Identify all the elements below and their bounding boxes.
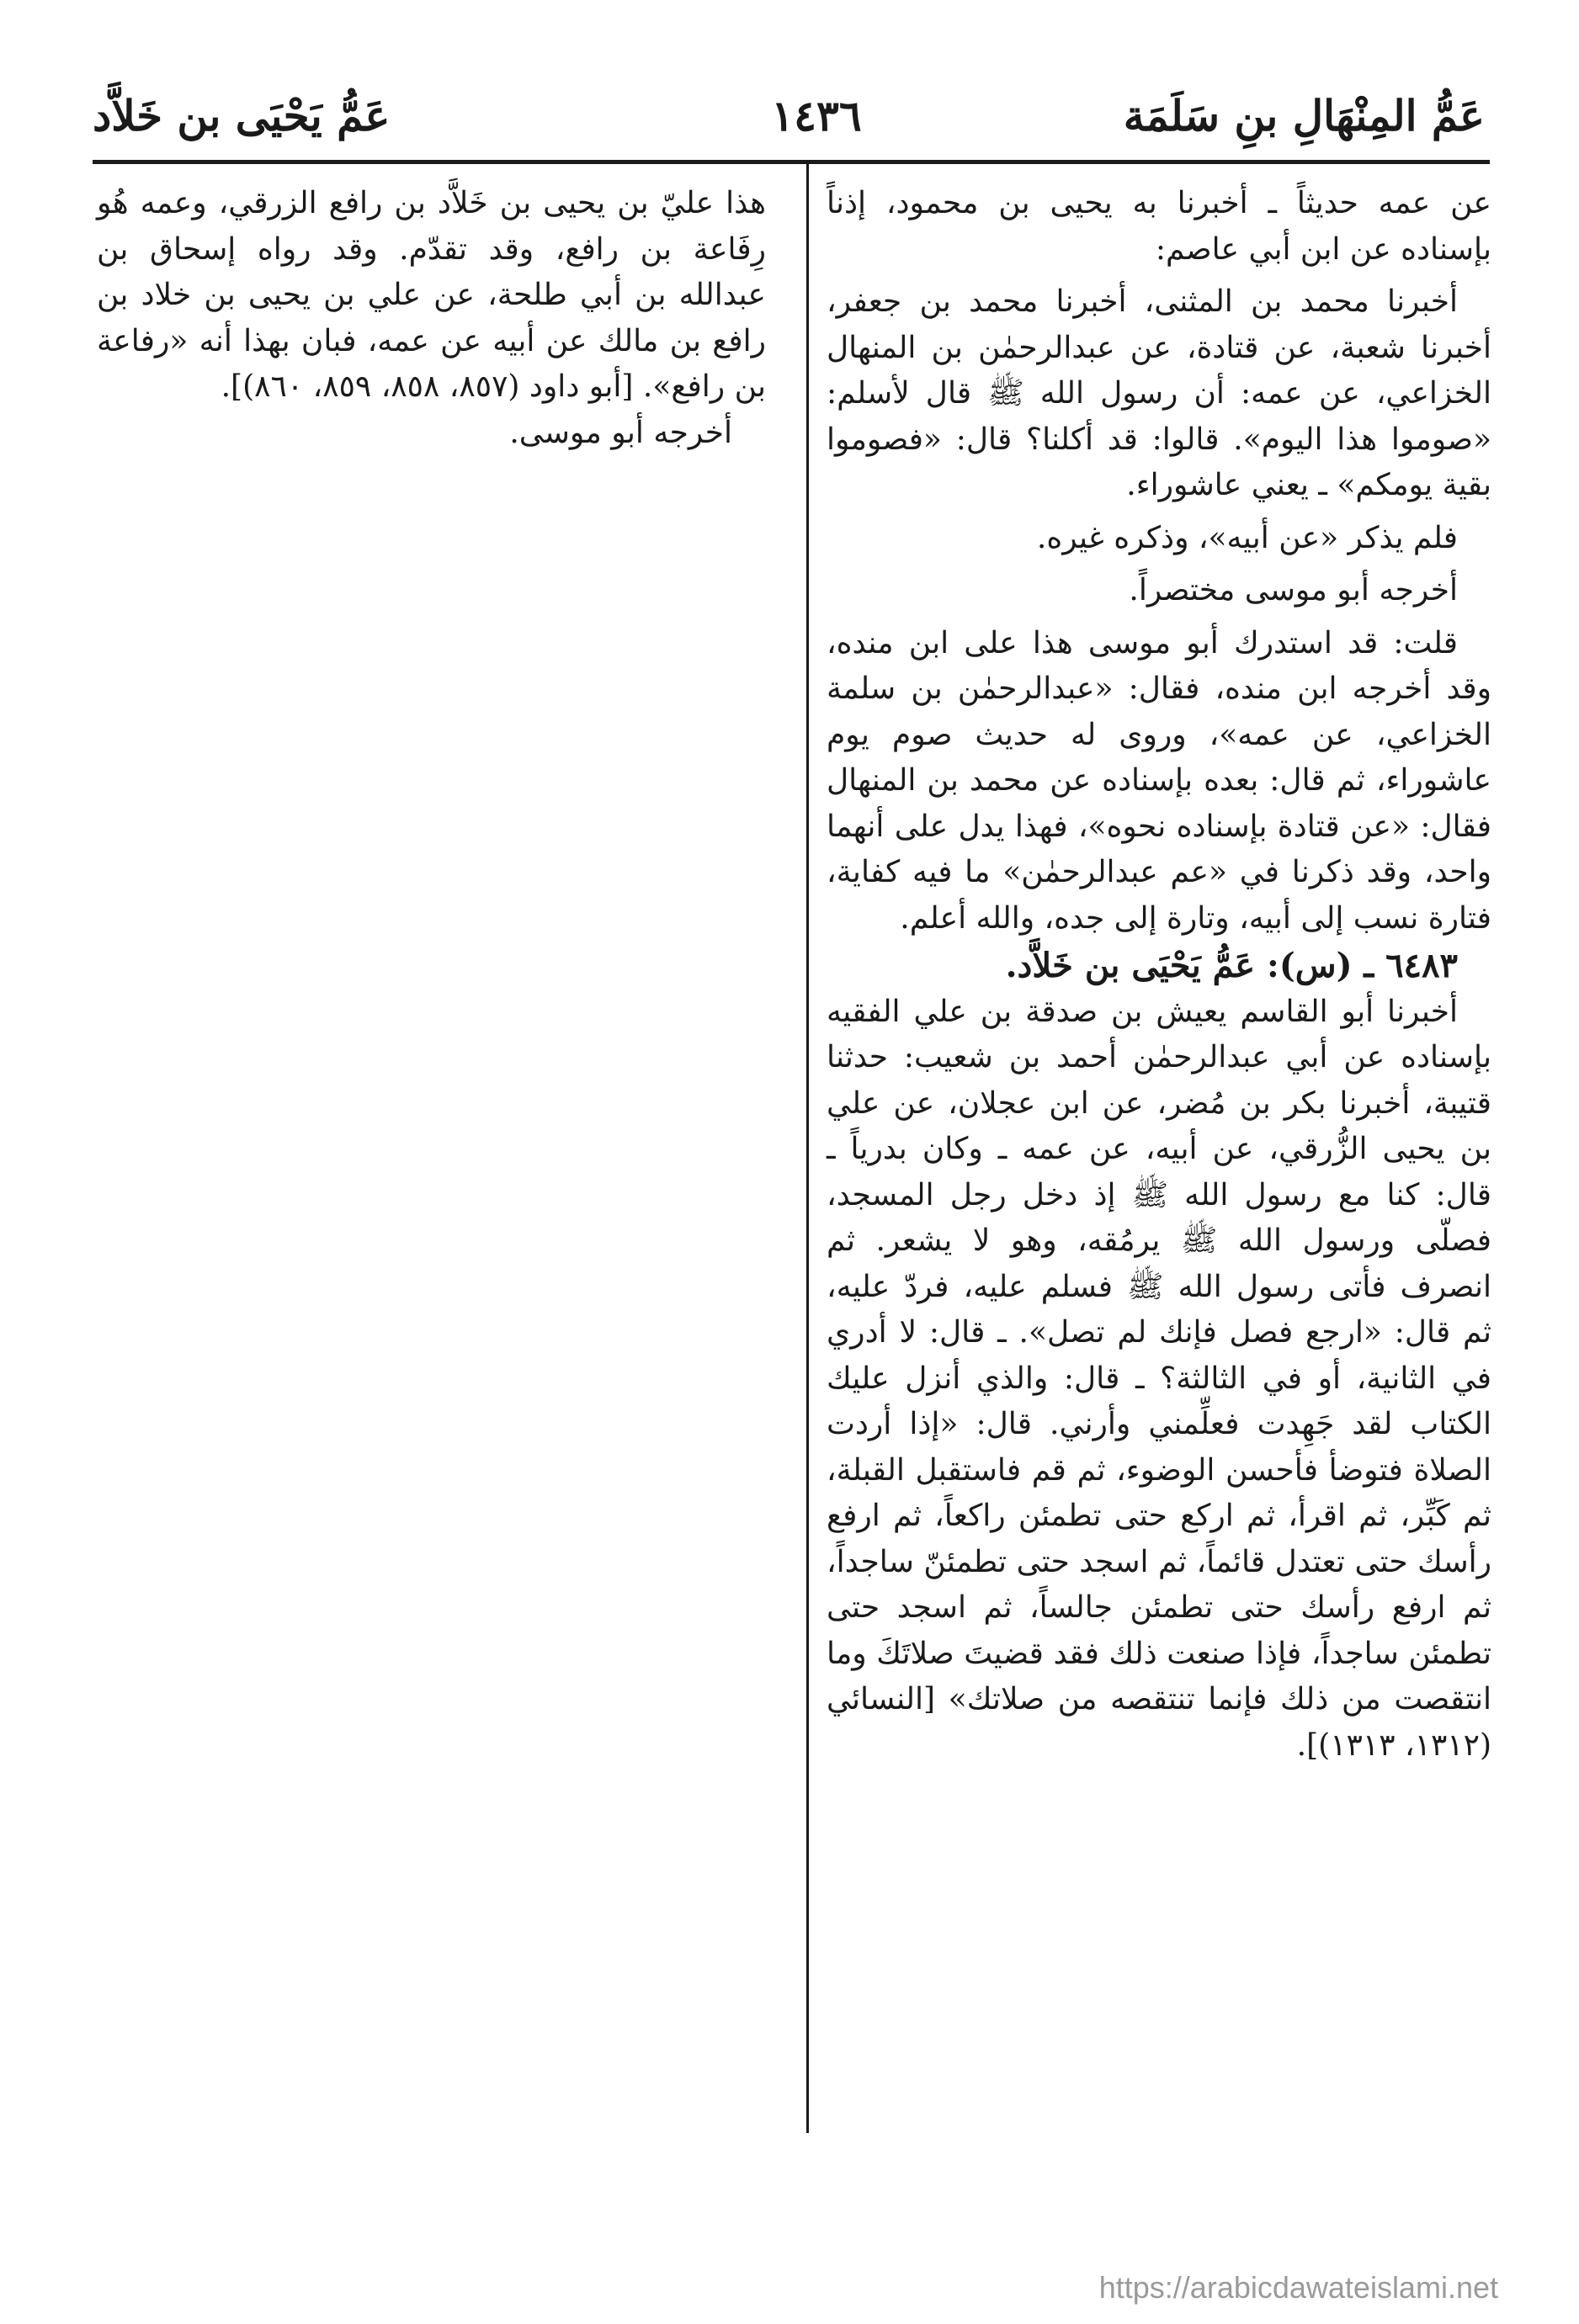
column-divider xyxy=(806,164,809,2133)
paragraph: أخبرنا محمد بن المثنى، أخبرنا محمد بن جعفر، أخبرنا شعبة، عن قتادة، عن عبدالرحمٰن بن المنهال الخزاعي، عن عمه: أن رسول الله ﷺ قال لأسلم: «صوموا هذا اليوم». قالوا: قد أكلنا؟ قال: «فصوموا بقية يومكم» ـ يعني عاشوراء. xyxy=(827,284,1491,502)
paragraph: عن عمه حديثاً ـ أخبرنا به يحيى بن محمود، إذناً بإسناده عن ابن أبي عاصم: xyxy=(827,186,1491,267)
paragraph: قلت: قد استدرك أبو موسى هذا على ابن منده، وقد أخرجه ابن منده، فقال: «عبدالرحمٰن بن سلمة الخزاعي، عن عمه»، وروى له حديث صوم يوم عاشوراء، ثم قال: بعده بإسناده عن محمد بن المنهال فقال: «عن قتادة بإسناده نحوه»، فهذا يدل على أنهما واحد، وقد ذكرنا في «عم عبدالرحمٰن» ما فيه كفاية، فتارة نسب إلى أبيه، وتارة إلى جده، والله أعلم. xyxy=(827,625,1491,936)
page-number: ١٤٣٦ xyxy=(771,91,862,141)
right-text-column xyxy=(827,181,1491,1769)
paragraph: أخرجه أبو موسى. xyxy=(509,415,732,450)
paragraph: أخرجه أبو موسى مختصراً. xyxy=(1129,573,1458,608)
paragraph: فلم يذكر «عن أبيه»، وذكره غيره. xyxy=(1036,520,1458,555)
running-header-right: عَمُّ المِنْهَالِ بنِ سَلَمَة xyxy=(1123,91,1485,141)
paragraph: أخبرنا أبو القاسم يعيش بن صدقة بن علي الفقيه بإسناده عن أبي عبدالرحمٰن أحمد بن شعيب: حدثنا قتيبة، أخبرنا بكر بن مُضر، عن ابن عجلان، عن علي بن يحيى الزُّرقي، عن أبيه، عن عمه ـ وكان بدرياً ـ قال: كنا مع رسول الله ﷺ إذ دخل رجل المسجد، فصلّى ورسول الله ﷺ يرمُقه، وهو لا يشعر. ثم انصرف فأتى رسول الله ﷺ فسلم عليه، فردّ عليه، ثم قال: «ارجع فصل فإنك لم تصل». ـ قال: لا أدري في الثانية، أو في الثالثة؟ ـ قال: والذي أنزل عليك الكتاب لقد جَهِدت فعلِّمني وأرني. قال: «إذا أردت الصلاة فتوضأ فأحسن الوضوء، ثم قم فاستقبل القبلة، ثم كَبِّر، ثم اقرأ، ثم اركع حتى تطمئن راكعاً، ثم ارفع رأسك حتى تعتدل قائماً، ثم اسجد حتى تطمئنّ ساجداً، ثم ارفع رأسك حتى تطمئن جالساً، ثم اسجد حتى تطمئن ساجداً، فإذا صنعت ذلك فقد قضيتَ صلاتَكَ وما انتقصت من ذلك فإنما تنتقصه من صلاتك» [النسائي (١٣١٢، ١٣١٣)]. xyxy=(827,994,1491,1763)
left-text-column xyxy=(97,181,766,456)
running-header-left: عَمُّ يَحْيَى بن خَلاَّد xyxy=(93,91,391,141)
entry-heading: ٦٤٨٣ ـ (س): عَمُّ يَحْيَى بن خَلاَّد. xyxy=(1005,946,1458,985)
watermark-url: https://arabicdawateislami.net xyxy=(1098,2270,1498,2305)
paragraph: هذا عليّ بن يحيى بن خَلاَّد بن رافع الزرقي، وعمه هُو رِفَاعة بن رافع، وقد تقدّم. وقد رواه إسحاق بن عبدالله بن أبي طلحة، عن علي بن يحيى بن خلاد بن رافع بن مالك عن أبيه عن عمه، فبان بهذا أنه «رفاعة بن رافع». [أبو داود (٨٥٧، ٨٥٨، ٨٥٩، ٨٦٠)]. xyxy=(97,186,766,404)
header-rule xyxy=(93,160,1490,164)
